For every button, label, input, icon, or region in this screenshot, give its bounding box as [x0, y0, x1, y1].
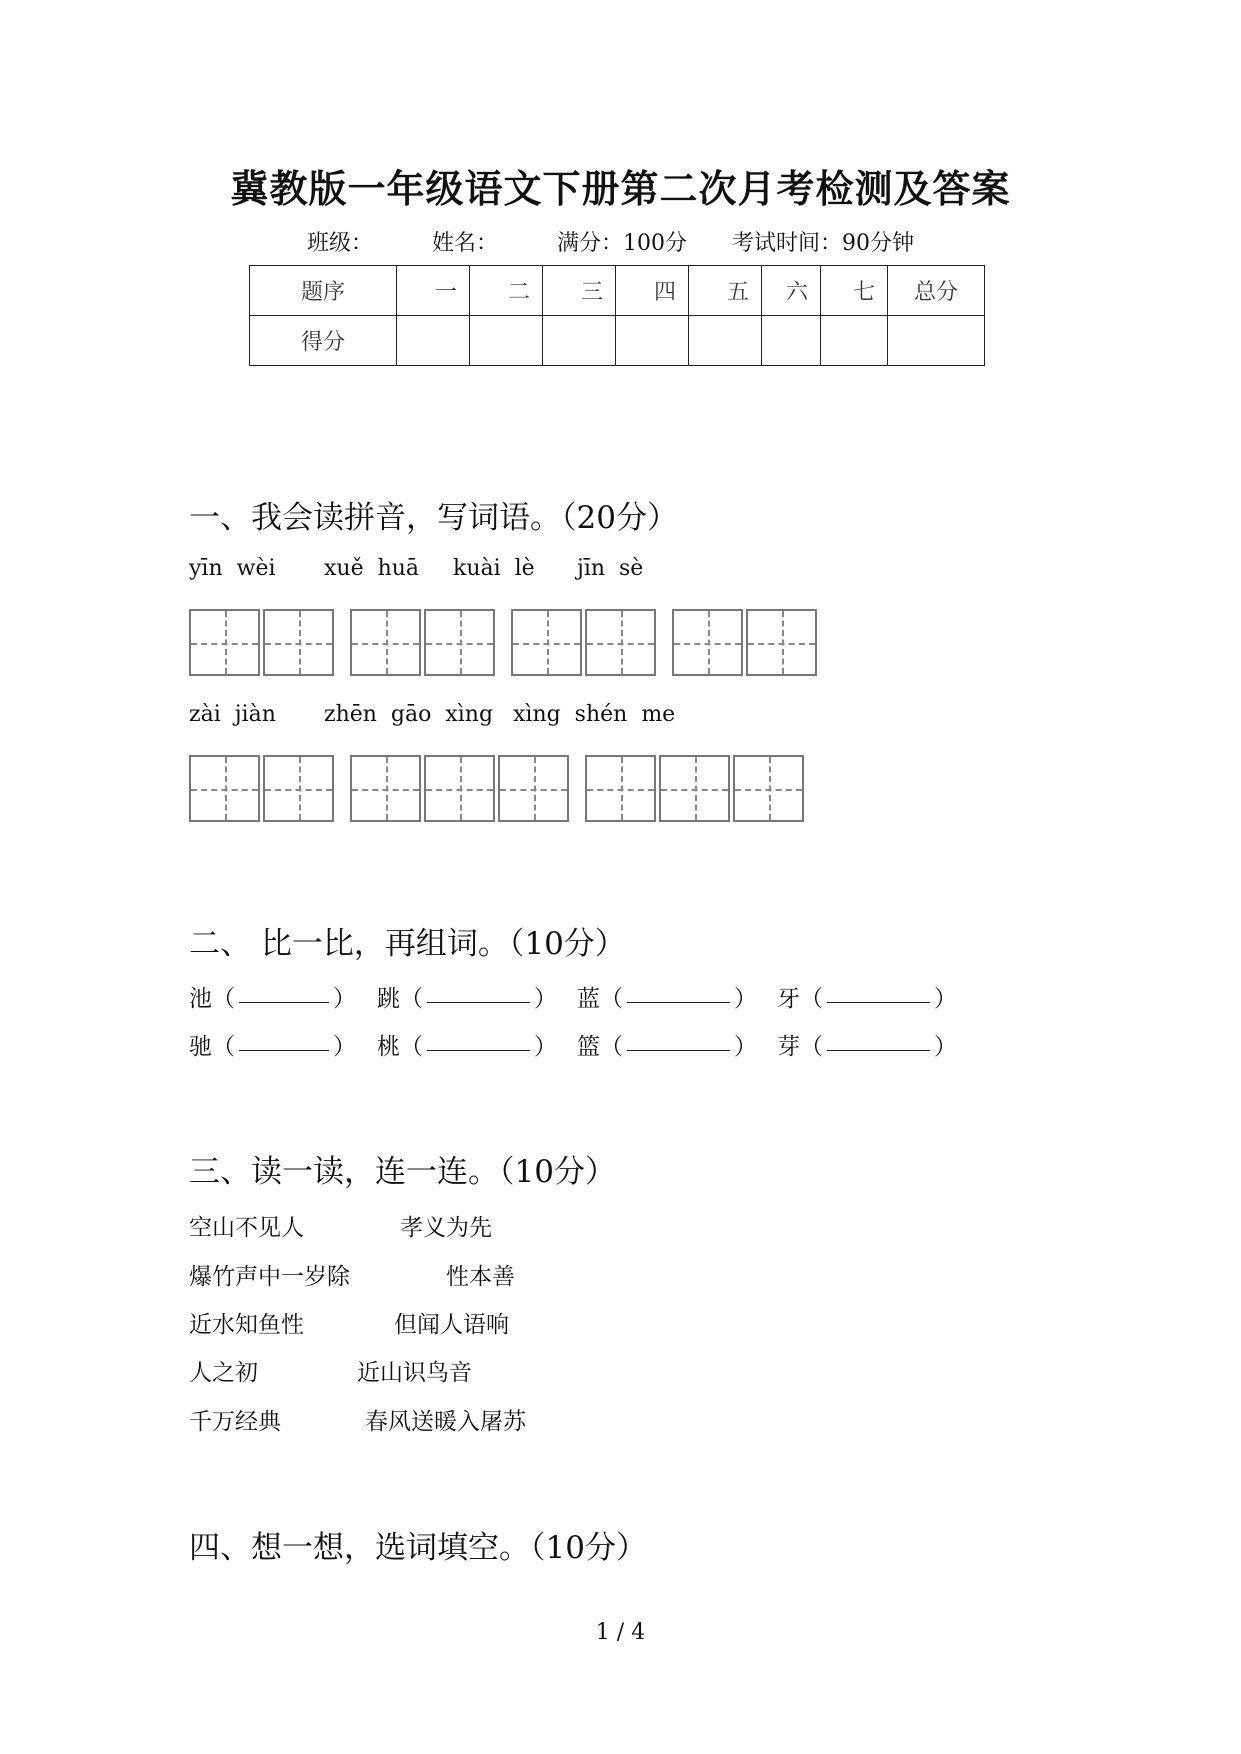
exam-time: 考试时间：90分钟 — [732, 231, 914, 256]
score-input-cell[interactable] — [397, 316, 470, 366]
match-left-item[interactable]: 爆竹声中一岁除 — [189, 1264, 350, 1290]
score-table — [249, 265, 985, 366]
pinyin: xuě huā — [324, 556, 420, 581]
table-cell: 总分 — [888, 266, 985, 316]
section3-heading: 三、读一读，连一连。（10分） — [189, 1154, 616, 1190]
tianzige-cell[interactable] — [511, 609, 582, 676]
section2-heading: 二、 比一比，再组词。（10分） — [189, 926, 626, 962]
answer-blank[interactable] — [427, 980, 530, 1003]
match-left-item[interactable]: 千万经典 — [189, 1409, 281, 1435]
match-right-item[interactable]: 性本善 — [446, 1264, 515, 1290]
word-boxes — [585, 755, 807, 822]
match-right-item[interactable]: 近山识鸟音 — [357, 1360, 472, 1386]
word-boxes — [189, 755, 337, 822]
tianzige-cell[interactable] — [263, 755, 334, 822]
score-table-score-row — [250, 316, 985, 366]
compare-item: 池 （ ） — [189, 980, 357, 1013]
tianzige-cell[interactable] — [350, 755, 421, 822]
page-number: 1 / 4 — [595, 1620, 646, 1645]
word-boxes — [511, 609, 659, 676]
score-input-cell[interactable] — [616, 316, 689, 366]
pinyin: jīn sè — [577, 556, 644, 581]
match-right-item[interactable]: 但闻人语响 — [394, 1312, 509, 1338]
character: 芽 — [777, 1034, 800, 1060]
tianzige-cell[interactable] — [350, 609, 421, 676]
table-cell: 三 — [543, 266, 616, 316]
section1-heading: 一、我会读拼音，写词语。（20分） — [189, 500, 678, 536]
tianzige-cell[interactable] — [672, 609, 743, 676]
writing-grid-row-2 — [189, 755, 820, 822]
compare-item: 芽 （ ） — [777, 1028, 957, 1061]
compare-item: 蓝 （ ） — [577, 980, 757, 1013]
answer-blank[interactable] — [827, 1028, 930, 1051]
answer-blank[interactable] — [427, 1028, 530, 1051]
character: 驰 — [189, 1034, 212, 1060]
table-cell: 四 — [616, 266, 689, 316]
tianzige-cell[interactable] — [189, 755, 260, 822]
match-left-item[interactable]: 空山不见人 — [189, 1215, 304, 1241]
character: 跳 — [377, 986, 400, 1012]
pinyin: zài jiàn — [189, 702, 276, 727]
tianzige-cell[interactable] — [189, 609, 260, 676]
table-cell: 二 — [470, 266, 543, 316]
tianzige-cell[interactable] — [585, 609, 656, 676]
answer-blank[interactable] — [239, 980, 329, 1003]
score-table-header-row — [250, 266, 985, 316]
score-input-cell[interactable] — [821, 316, 888, 366]
table-cell: 一 — [397, 266, 470, 316]
page-title: 冀教版一年级语文下册第二次月考检测及答案 — [230, 167, 1011, 211]
score-input-cell[interactable] — [470, 316, 543, 366]
pinyin: kuài lè — [453, 556, 535, 581]
match-right-item[interactable]: 孝义为先 — [400, 1215, 492, 1241]
character: 牙 — [777, 986, 800, 1012]
pinyin: zhēn gāo xìng — [324, 702, 494, 727]
tianzige-cell[interactable] — [585, 755, 656, 822]
pinyin: yīn wèi — [189, 556, 276, 581]
table-cell: 五 — [689, 266, 762, 316]
name-label: 姓名： — [432, 231, 499, 256]
tianzige-cell[interactable] — [424, 609, 495, 676]
compare-row-1 — [189, 980, 977, 1013]
tianzige-cell[interactable] — [733, 755, 804, 822]
word-boxes — [189, 609, 337, 676]
character: 池 — [189, 986, 212, 1012]
score-input-cell[interactable] — [689, 316, 762, 366]
word-boxes — [672, 609, 820, 676]
tianzige-cell[interactable] — [263, 609, 334, 676]
answer-blank[interactable] — [627, 980, 730, 1003]
word-boxes — [350, 609, 498, 676]
table-cell: 得分 — [250, 316, 397, 366]
match-left-item[interactable]: 近水知鱼性 — [189, 1312, 304, 1338]
score-input-cell[interactable] — [888, 316, 985, 366]
answer-blank[interactable] — [827, 980, 930, 1003]
table-cell: 七 — [821, 266, 888, 316]
class-label: 班级： — [307, 231, 374, 256]
character: 桃 — [377, 1034, 400, 1060]
pinyin: xìng shén me — [513, 702, 676, 727]
tianzige-cell[interactable] — [498, 755, 569, 822]
score-input-cell[interactable] — [762, 316, 821, 366]
table-cell: 题序 — [250, 266, 397, 316]
compare-item: 桃 （ ） — [377, 1028, 557, 1061]
section4-heading: 四、想一想，选词填空。（10分） — [189, 1530, 647, 1566]
answer-blank[interactable] — [627, 1028, 730, 1051]
match-right-item[interactable]: 春风送暖入屠苏 — [365, 1409, 526, 1435]
word-boxes — [350, 755, 572, 822]
compare-row-2 — [189, 1028, 977, 1061]
full-score: 满分：100分 — [557, 231, 687, 256]
answer-blank[interactable] — [239, 1028, 329, 1051]
compare-item: 篮 （ ） — [577, 1028, 757, 1061]
compare-item: 牙 （ ） — [777, 980, 957, 1013]
match-left-item[interactable]: 人之初 — [189, 1360, 258, 1386]
score-input-cell[interactable] — [543, 316, 616, 366]
tianzige-cell[interactable] — [424, 755, 495, 822]
character: 蓝 — [577, 986, 600, 1012]
tianzige-cell[interactable] — [659, 755, 730, 822]
table-cell: 六 — [762, 266, 821, 316]
compare-item: 跳 （ ） — [377, 980, 557, 1013]
tianzige-cell[interactable] — [746, 609, 817, 676]
character: 篮 — [577, 1034, 600, 1060]
compare-item: 驰 （ ） — [189, 1028, 357, 1061]
writing-grid-row-1 — [189, 609, 833, 676]
